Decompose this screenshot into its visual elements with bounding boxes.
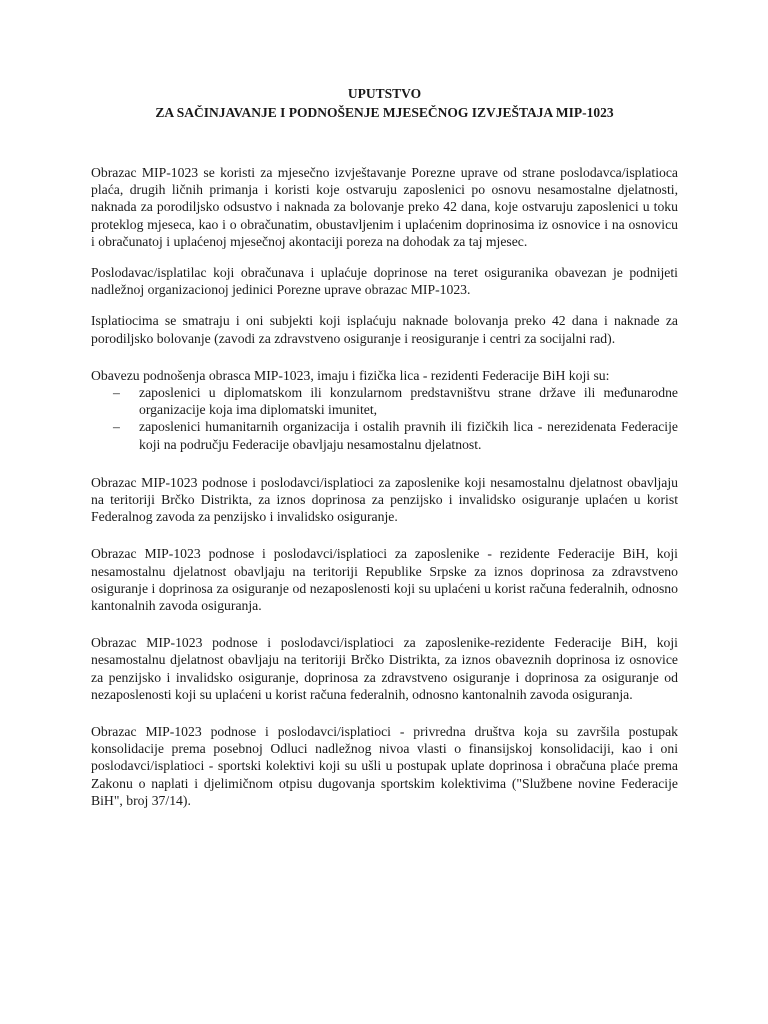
document-page — [91, 84, 678, 823]
paragraph-natural-persons: Obavezu podnošenja obrasca MIP-1023, imaju i fizička lica - rezidenti Federacije BiH koji su: — [91, 367, 610, 383]
list-dash-marker: – — [113, 385, 120, 401]
paragraph-brcko: Obrazac MIP-1023 podnose i poslodavci/isplatioci za zaposlenike koji nesamostalnu djelatnost obavljaju na teritoriji Brčko Distrikta, za iznos doprinosa za penzijsko i invalidsko osiguranje uplaćen u korist Federalnog zavoda za penzijsko i invalidsko osiguranje. — [91, 474, 678, 525]
obligation-list — [91, 384, 678, 453]
title-heading: UPUTSTVO — [347, 86, 422, 101]
paragraph-consolidation: Obrazac MIP-1023 podnose i poslodavci/isplatioci - privredna društva koja su završila postupak konsolidacije prema posebnoj Odluci nadležnog nivoa vlasti o finansijskoj konsolidaciji, kao i oni poslodavci/isplatioci - sportski kolektivi koji su ušli u postupak uplate doprinosa i obračuna plaće prema Zakonu o naplati i djelimičnom otpisu dugovanja sportskim kolektivima ("Službene novine Federacije BiH", broj 37/14). — [91, 724, 678, 808]
list-item — [91, 418, 678, 452]
paragraph-republika-srpska: Obrazac MIP-1023 podnose i poslodavci/isplatioci za zaposlenike - rezidente Federacije BiH, koji nesamostalnu djelatnost obavljaju na teritoriji Republike Srpske za iznos doprinosa za zdravstveno osiguranje i doprinosa za osiguranje od nezaposlenosti koji su uplaćeni u korist računa federalnih, odnosno kantonalnih zavoda osiguranja. — [91, 546, 678, 614]
list-item — [91, 384, 678, 418]
paragraph-obligation: Poslodavac/isplatilac koji obračunava i uplaćuje doprinose na teret osiguranika obavezan je podnijeti nadležnoj organizacionoj jedinici Porezne uprave obrazac MIP-1023. — [91, 265, 678, 298]
list-item-text: zaposlenici u diplomatskom ili konzularnom predstavništvu strane države ili međunarodne organizacije koja ima diplomatski imunitet, — [139, 385, 678, 418]
paragraph-brcko-residents: Obrazac MIP-1023 podnose i poslodavci/isplatioci za zaposlenike-rezidente Federacije BiH, koji nesamostalnu djelatnost obavljaju na teritoriji Brčko Distrikta, za iznos obaveznih doprinosa iz osnovice za penzijsko i invalidsko osiguranje, doprinosa za zdravstveno osiguranje i doprinosa za osiguranje od nezaposlenosti koji su uplaćeni u korist računa federalnih, odnosno kantonalnih zavoda osiguranja. — [91, 635, 678, 702]
list-item-text: zaposlenici humanitarnih organizacija i ostalih pravnih ili fizičkih lica - nerezidenata Federacije koji na području Federacije obavljaju nesamostalnu djelatnost. — [139, 419, 678, 452]
document-title — [91, 84, 678, 122]
paragraph-intro: Obrazac MIP-1023 se koristi za mjesečno izvještavanje Porezne uprave od strane poslodavca/isplatioca plaća, drugih ličnih primanja i koristi koje ostvaruju zaposlenici po osnovu nesamostalne djelatnosti, naknada za porodiljsko odsustvo i naknada za bolovanje preko 42 dana, koje ostvaruju zaposlenici u toku proteklog mjeseca, kao i o obračunatim, obustavljenim i uplaćenim doprinosima iz osnovice i na osnovicu i obračunatoj i uplaćenoj mjesečnoj akontaciji poreza na dohodak za taj mjesec. — [91, 165, 678, 249]
paragraph-payers: Isplatiocima se smatraju i oni subjekti koji isplaćuju naknade bolovanja preko 42 dana i naknade za porodiljsko bolovanje (zavodi za zdravstveno osiguranje i reosiguranje i centri za socijalni rad). — [91, 313, 678, 346]
list-dash-marker: – — [113, 419, 120, 435]
title-subheading: ZA SAČINJAVANJE I PODNOŠENJE MJESEČNOG IZVJEŠTAJA MIP-1023 — [155, 105, 614, 120]
